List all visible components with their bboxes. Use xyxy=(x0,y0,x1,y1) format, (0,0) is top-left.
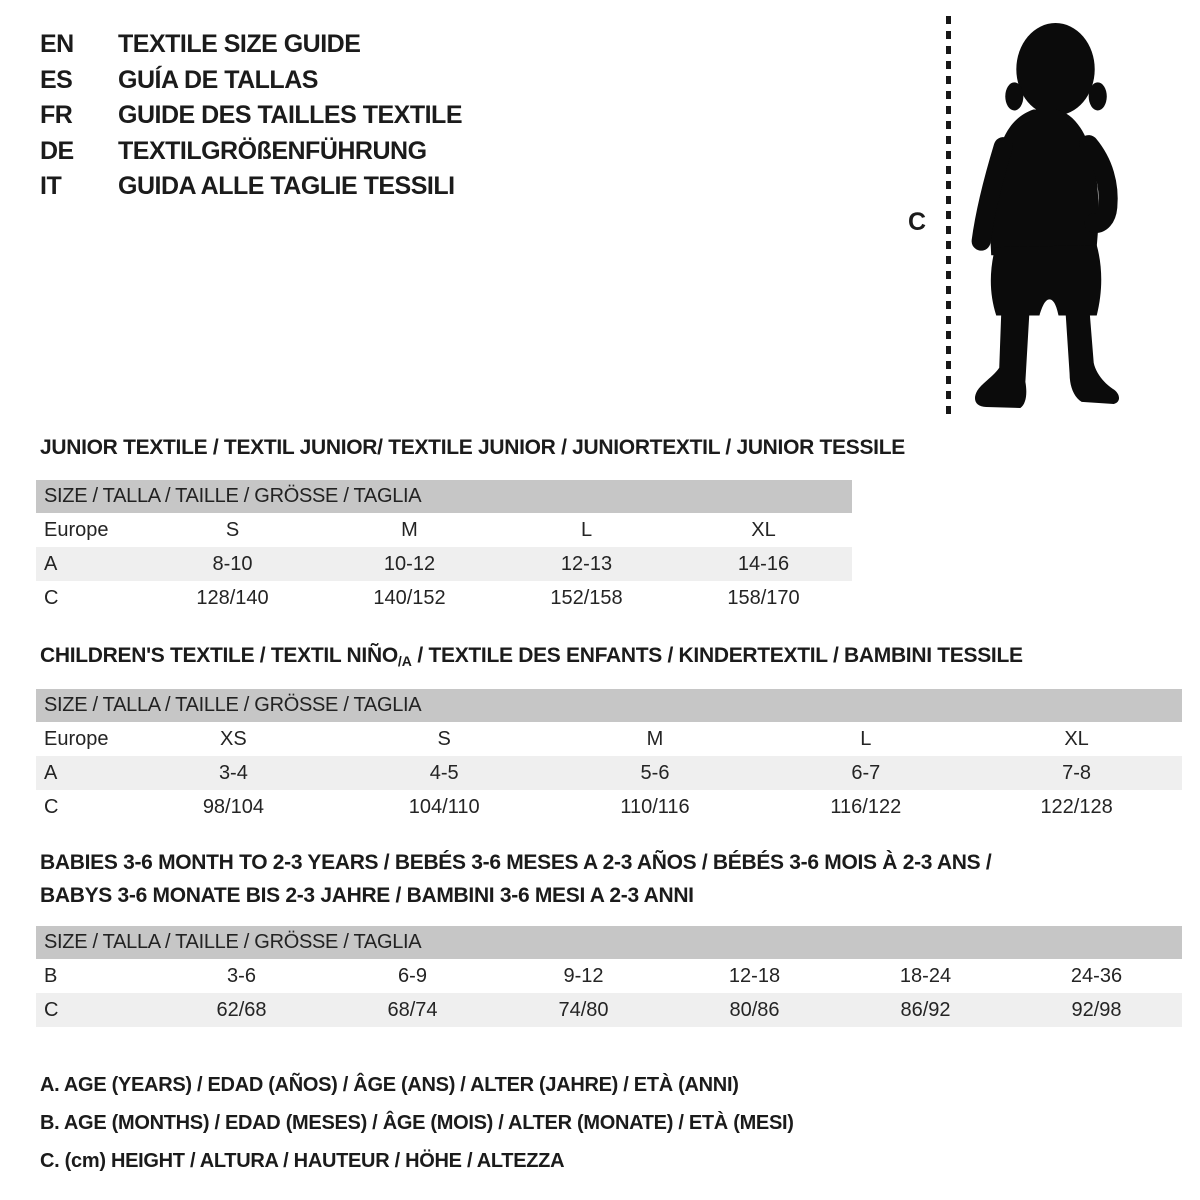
size-cell: M xyxy=(401,519,418,541)
size-cell: L xyxy=(580,519,593,541)
size-cell: XS xyxy=(220,728,247,750)
months-cell: 24-36 xyxy=(1070,965,1123,987)
language-row-it xyxy=(40,169,462,205)
section-title: JUNIOR TEXTILE / TEXTIL JUNIOR/ TEXTILE JUNIOR / JUNIORTEXTIL / JUNIOR TESSILE xyxy=(40,436,905,459)
language-title: GUIDE DES TAILLES TEXTILE xyxy=(118,101,463,130)
height-cell: 152/158 xyxy=(550,587,623,609)
section-babies-textile xyxy=(36,846,1182,1027)
height-cell: 104/110 xyxy=(408,796,480,818)
height-cell: 62/68 xyxy=(216,999,267,1021)
legend-line-b: B. AGE (MONTHS) / EDAD (MESES) / ÂGE (MOIS) / ALTER (MONATE) / ETÀ (MESI) xyxy=(40,1112,794,1134)
age-cell: 14-16 xyxy=(737,553,790,575)
row-label: Europe xyxy=(44,519,109,541)
height-cell: 122/128 xyxy=(1040,796,1113,818)
age-cell: 3-4 xyxy=(218,762,248,784)
height-cell: 110/116 xyxy=(620,796,690,818)
size-cell: S xyxy=(225,519,240,541)
row-label: C xyxy=(44,796,59,818)
height-cell: 86/92 xyxy=(900,999,951,1021)
height-cell: 116/122 xyxy=(830,796,902,818)
language-code: ES xyxy=(40,65,73,94)
language-row-en xyxy=(40,27,462,63)
language-guide xyxy=(40,27,462,205)
height-cell: 98/104 xyxy=(202,796,264,818)
height-cell: 74/80 xyxy=(558,999,609,1021)
height-cell: 158/170 xyxy=(727,587,800,609)
table-row-europe xyxy=(36,722,1182,756)
language-title: GUIDA ALLE TAGLIE TESSILI xyxy=(118,172,455,201)
section-title-post: / TEXTILE DES ENFANTS / KINDERTEXTIL / BAMBINI TESSILE xyxy=(411,644,1023,667)
table-size-header: SIZE / TALLA / TAILLE / GRÖSSE / TAGLIA xyxy=(36,926,1182,959)
section-title xyxy=(40,644,1182,669)
row-label: C xyxy=(44,587,59,609)
table-row-age xyxy=(36,756,1182,790)
language-title: GUÍA DE TALLAS xyxy=(118,65,318,94)
section-junior-textile xyxy=(36,436,905,615)
height-cell: 80/86 xyxy=(729,999,780,1021)
months-cell: 12-18 xyxy=(728,965,781,987)
age-cell: 4-5 xyxy=(429,762,459,784)
age-cell: 5-6 xyxy=(640,762,670,784)
row-label: Europe xyxy=(44,728,109,750)
table-row-height xyxy=(36,993,1182,1027)
toddler-silhouette-icon xyxy=(962,14,1140,416)
months-cell: 3-6 xyxy=(227,965,256,987)
section-childrens-textile xyxy=(36,644,1182,824)
height-measure-label: C xyxy=(908,208,927,236)
height-cell: 128/140 xyxy=(196,587,269,609)
children-size-table xyxy=(36,689,1182,824)
months-cell: 18-24 xyxy=(899,965,952,987)
size-cell: XL xyxy=(751,519,776,541)
table-row-age xyxy=(36,547,852,581)
language-title: TEXTILGRÖßENFÜHRUNG xyxy=(118,136,427,165)
size-cell: S xyxy=(437,728,451,750)
size-cell: M xyxy=(646,728,664,750)
language-code: EN xyxy=(40,30,74,59)
language-row-es xyxy=(40,63,462,99)
table-row-europe xyxy=(36,513,852,547)
language-code: FR xyxy=(40,101,73,130)
legend-line-c: C. (cm) HEIGHT / ALTURA / HAUTEUR / HÖHE / ALTEZZA xyxy=(40,1150,565,1172)
size-cell: XL xyxy=(1064,728,1089,750)
section-title-line1: BABIES 3-6 MONTH TO 2-3 YEARS / BEBÉS 3-6 MESES A 2-3 AÑOS / BÉBÉS 3-6 MOIS À 2-3 ANS / xyxy=(40,851,992,874)
height-dashed-line xyxy=(946,16,951,418)
section-title-subscript: /A xyxy=(397,653,412,669)
section-title-pre: CHILDREN'S TEXTILE / TEXTIL NIÑO xyxy=(40,644,398,667)
table-row-months xyxy=(36,959,1182,993)
babies-size-table xyxy=(36,926,1182,1027)
section-title-line2: BABYS 3-6 MONATE BIS 2-3 JAHRE / BAMBINI 3-6 MESI A 2-3 ANNI xyxy=(40,884,694,907)
height-cell: 92/98 xyxy=(1071,999,1122,1021)
age-cell: 6-7 xyxy=(851,762,881,784)
age-cell: 7-8 xyxy=(1062,762,1092,784)
row-label: A xyxy=(44,553,58,575)
age-cell: 8-10 xyxy=(212,553,253,575)
language-code: IT xyxy=(40,172,62,201)
language-row-fr xyxy=(40,98,462,134)
row-label: A xyxy=(44,762,58,784)
table-row-height xyxy=(36,790,1182,824)
table-size-header: SIZE / TALLA / TAILLE / GRÖSSE / TAGLIA xyxy=(36,689,1182,722)
height-cell: 140/152 xyxy=(373,587,446,609)
measure-legend xyxy=(36,1066,794,1180)
language-code: DE xyxy=(40,136,74,165)
section-title xyxy=(40,846,1182,912)
legend-line-a: A. AGE (YEARS) / EDAD (AÑOS) / ÂGE (ANS) / ALTER (JAHRE) / ETÀ (ANNI) xyxy=(40,1074,739,1096)
table-row-height xyxy=(36,581,852,615)
row-label: C xyxy=(44,999,59,1021)
age-cell: 10-12 xyxy=(383,553,436,575)
size-cell: L xyxy=(860,728,872,750)
months-cell: 9-12 xyxy=(563,965,604,987)
language-row-de xyxy=(40,134,462,170)
months-cell: 6-9 xyxy=(398,965,427,987)
age-cell: 12-13 xyxy=(560,553,613,575)
height-cell: 68/74 xyxy=(387,999,438,1021)
row-label: B xyxy=(44,965,58,987)
language-title: TEXTILE SIZE GUIDE xyxy=(118,30,361,59)
table-size-header: SIZE / TALLA / TAILLE / GRÖSSE / TAGLIA xyxy=(36,480,852,513)
junior-size-table xyxy=(36,480,852,615)
